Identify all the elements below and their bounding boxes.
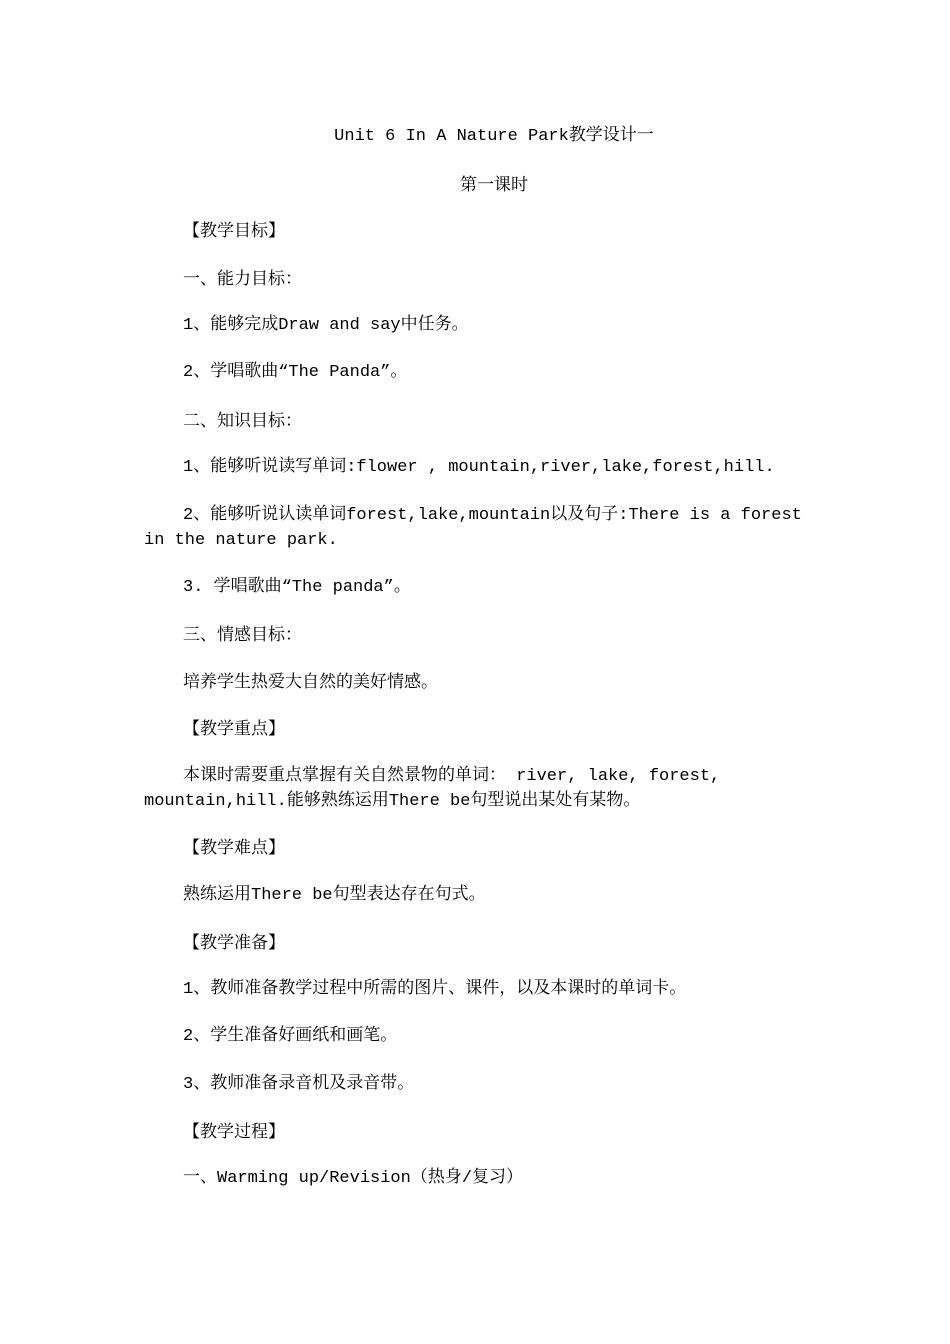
preparation-item-2: 2、学生准备好画纸和画笔。 [183,1027,398,1046]
knowledge-heading: 二、知识目标： [183,411,302,431]
preparation-item-3: 3、教师准备录音机及录音带。 [183,1075,415,1094]
difficulty-text: 熟练运用There be句型表达存在句式。 [183,886,486,905]
difficulty-heading: 【教学难点】 [183,838,285,858]
process-item-1: 一、Warming up/Revision（热身/复习） [183,1169,524,1188]
process-heading: 【教学过程】 [183,1122,285,1142]
knowledge-item-3: 3. 学唱歌曲“The panda”。 [183,578,411,597]
ability-item-1: 1、能够完成Draw and say中任务。 [183,316,469,335]
objectives-heading: 【教学目标】 [183,221,285,241]
knowledge-item-2: 2、能够听说认读单词forest,lake,mountain以及句子:There is a forest in the nature park. [144,506,802,550]
document-title: Unit 6 In A Nature Park教学设计一 [334,127,654,146]
lesson-subtitle: 第一课时 [460,175,528,195]
key-points-text: 本课时需要重点掌握有关自然景物的单词： river, lake, forest, mountain,hill.能够熟练运用There be句型说出某处有某物。 [144,767,721,811]
ability-item-2: 2、学唱歌曲“The Panda”。 [183,363,408,382]
preparation-heading: 【教学准备】 [183,933,285,953]
ability-heading: 一、能力目标： [183,269,302,289]
key-points-heading: 【教学重点】 [183,719,285,739]
emotion-item-1: 培养学生热爱大自然的美好情感。 [183,672,438,692]
preparation-item-1: 1、教师准备教学过程中所需的图片、课件，以及本课时的单词卡。 [183,980,687,999]
knowledge-item-1: 1、能够听说读写单词:flower , mountain,river,lake,forest,hill. [183,458,775,477]
emotion-heading: 三、情感目标： [183,625,302,645]
